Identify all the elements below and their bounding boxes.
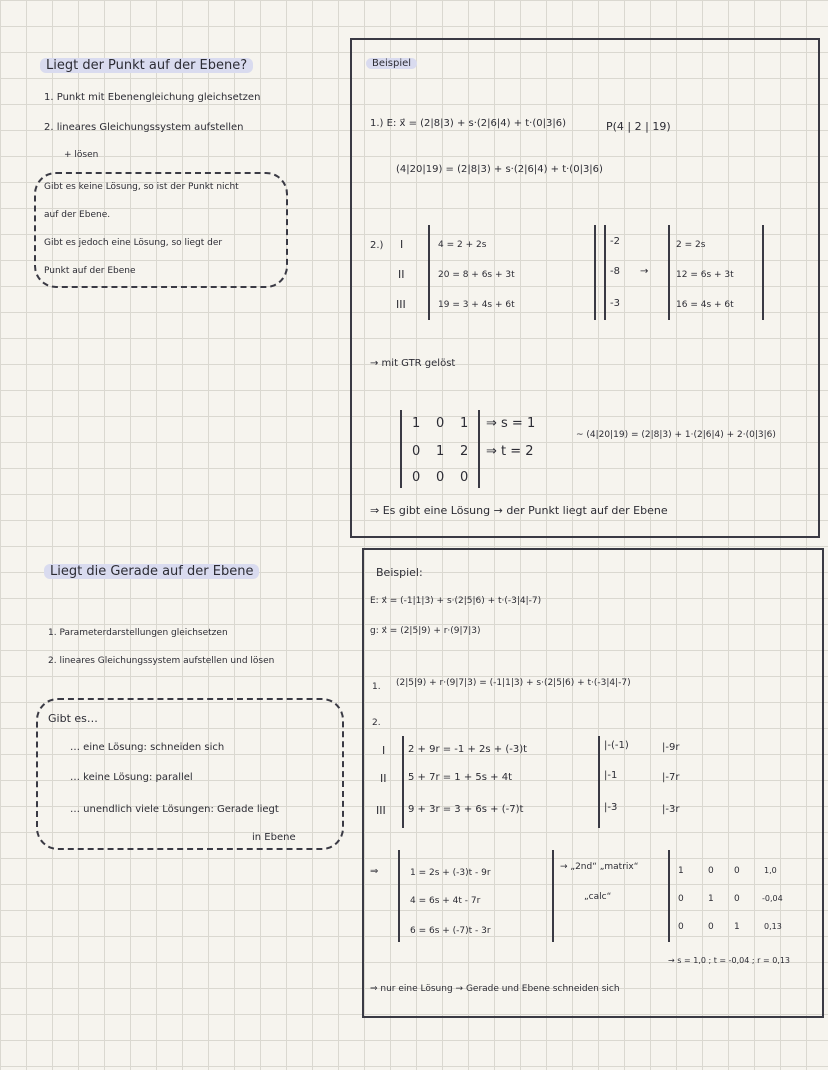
reduced-equation: 6 = 6s + (-7)t - 3r	[410, 926, 491, 936]
reduced-equation: 4 = 6s + 4t - 7r	[410, 896, 481, 906]
matrix-cell: 1,0	[764, 866, 777, 875]
matrix-cell: 2	[460, 444, 469, 459]
example1-label: Beispiel	[366, 58, 417, 69]
system-bar	[398, 850, 400, 942]
row-operation: |-1	[604, 770, 618, 781]
cloud-head: Gibt es…	[48, 712, 98, 725]
example1-equated: (4|20|19) = (2|8|3) + s·(2|6|4) + t·(0|3|6)	[396, 164, 603, 175]
gtr-note: → mit GTR gelöst	[370, 358, 456, 369]
system-bar	[552, 850, 554, 942]
section2-step1: 1. Parameterdarstellungen gleichsetzen	[48, 628, 228, 638]
solution-t: ⇒ t = 2	[486, 444, 534, 459]
matrix-cell: 0	[460, 470, 469, 485]
matrix-cell: 1	[460, 416, 469, 431]
row-operation: |-(-1)	[604, 740, 629, 751]
matrix-bracket	[400, 410, 402, 488]
row-result: |-9r	[662, 742, 680, 753]
arrow-icon: →	[640, 266, 649, 277]
system-equation: 2 + 9r = -1 + 2s + (-3)t	[408, 744, 528, 755]
example2-box	[362, 548, 824, 1018]
section1-title: Liegt der Punkt auf der Ebene?	[40, 58, 253, 73]
cloud-text: … keine Lösung: parallel	[70, 772, 193, 783]
matrix-cell: 1	[436, 444, 445, 459]
example1-conclusion: ⇒ Es gibt eine Lösung → der Punkt liegt auf der Ebene	[370, 504, 668, 517]
matrix-cell: 0	[678, 922, 684, 932]
matrix-cell: 0	[734, 866, 740, 876]
row-result: |-3r	[662, 804, 680, 815]
matrix-cell: 0	[412, 470, 421, 485]
matrix-cell: 0	[708, 866, 714, 876]
example2-conclusion: ⇒ nur eine Lösung → Gerade und Ebene schneiden sich	[370, 984, 620, 994]
row-result: 2 = 2s	[676, 240, 706, 250]
check-equation: ~ (4|20|19) = (2|8|3) + 1·(2|6|4) + 2·(0|3|6)	[576, 430, 776, 440]
solution-s: ⇒ s = 1	[486, 416, 536, 431]
system-bar	[402, 736, 404, 828]
system-equation: 5 + 7r = 1 + 5s + 4t	[408, 772, 512, 783]
roman-numeral: II	[398, 268, 405, 281]
cloud-text: auf der Ebene.	[44, 210, 111, 220]
cloud-text: … unendlich viele Lösungen: Gerade liegt	[70, 804, 279, 815]
roman-numeral: III	[376, 804, 386, 817]
system-equation: 20 = 8 + 6s + 3t	[438, 270, 515, 280]
cloud-text: in Ebene	[252, 832, 296, 843]
roman-numeral: I	[382, 744, 386, 757]
example1-box	[350, 38, 820, 538]
step1-label: 1.	[372, 682, 381, 692]
section1-step2b: + lösen	[64, 150, 99, 160]
row-result: 12 = 6s + 3t	[676, 270, 734, 280]
row-operation: |-3	[604, 802, 618, 813]
gtr-result: → s = 1,0 ; t = -0,04 ; r = 0,13	[668, 956, 791, 965]
system-bar	[668, 225, 670, 320]
matrix-cell: 0	[436, 416, 445, 431]
cloud-text: … eine Lösung: schneiden sich	[70, 742, 225, 753]
row-result: 16 = 4s + 6t	[676, 300, 734, 310]
system-equation: 9 + 3r = 3 + 6s + (-7)t	[408, 804, 524, 815]
example2-label: Beispiel:	[376, 566, 423, 579]
gtr-instruction: „calc“	[584, 892, 612, 902]
section1-step2: 2. lineares Gleichungssystem aufstellen	[44, 122, 244, 133]
roman-numeral: II	[380, 772, 387, 785]
cloud-text: Punkt auf der Ebene	[44, 266, 136, 276]
system-bar	[762, 225, 764, 320]
section2-title: Liegt die Gerade auf der Ebene	[44, 564, 259, 579]
matrix-cell: 0,13	[764, 922, 782, 931]
reduced-equation: 1 = 2s + (-3)t - 9r	[410, 868, 491, 878]
point-p: P(4 | 2 | 19)	[606, 120, 671, 133]
matrix-cell: 1	[708, 894, 714, 904]
roman-numeral: I	[400, 238, 404, 251]
matrix-cell: 0	[708, 922, 714, 932]
section1-step1: 1. Punkt mit Ebenengleichung gleichsetzen	[44, 92, 261, 103]
system-equation: 19 = 3 + 4s + 6t	[438, 300, 515, 310]
system-bar	[594, 225, 596, 320]
example1-plane-equation: 1.) E: x⃗ = (2|8|3) + s·(2|6|4) + t·(0|3|6)	[370, 118, 566, 129]
matrix-cell: 0	[678, 894, 684, 904]
row-operation: -3	[610, 298, 620, 309]
row-result: |-7r	[662, 772, 680, 783]
matrix-cell: 0	[734, 894, 740, 904]
row-operation: -2	[610, 236, 620, 247]
matrix-cell: 0	[436, 470, 445, 485]
gtr-instruction: → „2nd“ „matrix“	[560, 862, 639, 872]
plane-equation: E: x⃗ = (-1|1|3) + s·(2|5|6) + t·(-3|4|-7)	[370, 596, 542, 606]
matrix-bracket	[478, 410, 480, 488]
implies-arrow: ⇒	[370, 866, 379, 877]
matrix-cell: 1	[412, 416, 421, 431]
line-equation: g: x⃗ = (2|5|9) + r·(9|7|3)	[370, 626, 481, 636]
section2-step2: 2. lineares Gleichungssystem aufstellen und lösen	[48, 656, 275, 666]
system-equation: 4 = 2 + 2s	[438, 240, 487, 250]
matrix-bracket	[668, 850, 670, 942]
matrix-cell: 1	[734, 922, 740, 932]
system-bar	[604, 225, 606, 320]
equated-equation: (2|5|9) + r·(9|7|3) = (-1|1|3) + s·(2|5|6) + t·(-3|4|-7)	[396, 678, 631, 688]
roman-numeral: III	[396, 298, 406, 311]
matrix-cell: 0	[412, 444, 421, 459]
step2-label: 2.)	[370, 240, 384, 251]
matrix-cell: 1	[678, 866, 684, 876]
system-bar	[428, 225, 430, 320]
cloud-text: Gibt es jedoch eine Lösung, so liegt der	[44, 238, 223, 248]
row-operation: -8	[610, 266, 620, 277]
step2-label: 2.	[372, 718, 381, 728]
matrix-cell: -0,04	[762, 894, 783, 903]
cloud-text: Gibt es keine Lösung, so ist der Punkt nicht	[44, 182, 239, 192]
system-bar	[598, 736, 600, 828]
